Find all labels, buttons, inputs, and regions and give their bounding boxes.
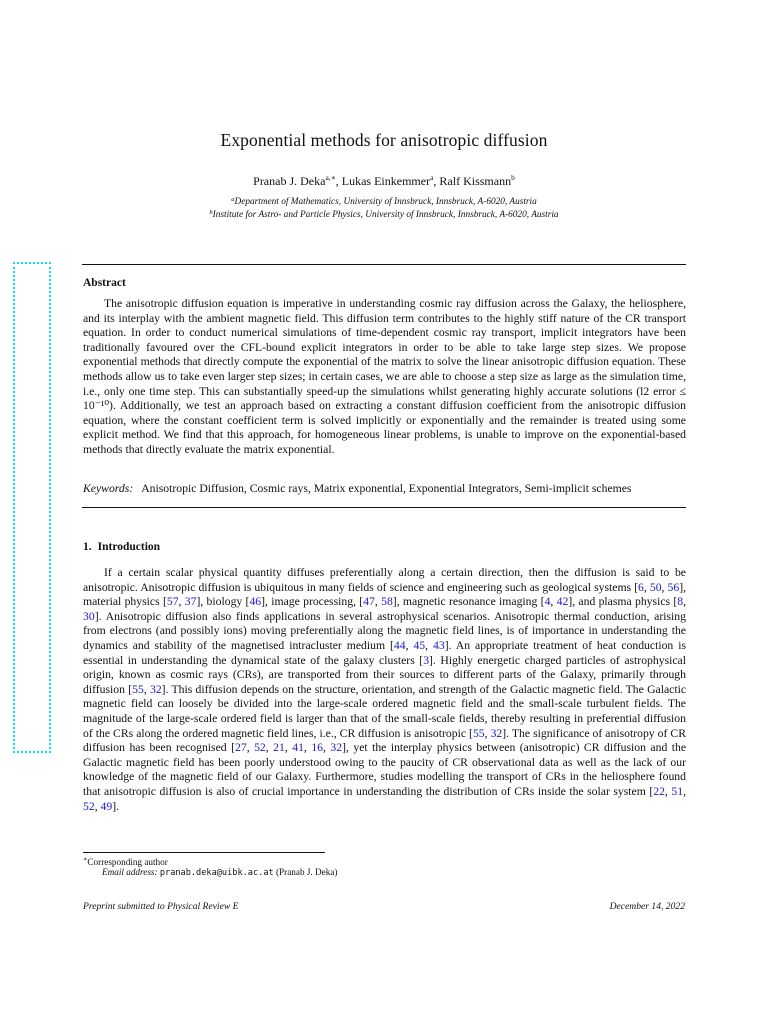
body-text: ], and plasma physics [ [568, 595, 678, 609]
citation-link[interactable]: 45 [413, 638, 426, 652]
citation-link[interactable]: 3 [423, 653, 430, 667]
body-text: , [484, 726, 491, 740]
footer-journal: Preprint submitted to Physical Review E [83, 901, 239, 912]
abstract-bottom-rule [82, 507, 686, 508]
body-text: ], material physics [ [83, 580, 687, 609]
body-text: , [683, 784, 687, 798]
author-name: Pranab J. Deka [253, 174, 326, 188]
body-text: ]. An appropriate treatment of heat conduction is essential in understanding the dynamical state of the galaxy clusters [ [83, 638, 687, 667]
body-text: , [550, 595, 557, 609]
citation-link[interactable]: 44 [393, 638, 406, 652]
selection-marker [13, 262, 51, 753]
citation-link[interactable]: 32 [149, 682, 162, 696]
citation-link[interactable]: 37 [184, 595, 197, 609]
section-number: 1. [83, 541, 92, 553]
citation-link[interactable]: 42 [556, 595, 569, 609]
body-text: ]. [112, 799, 120, 813]
citation-link[interactable]: 30 [83, 609, 95, 623]
body-text: ]. The significance of anisotropy of CR diffusion has been recognised [ [83, 726, 686, 755]
affiliation-text: Institute for Astro- and Particle Physics, University of Innsbruck, Innsbruck, A-6020, Austria [212, 210, 559, 220]
body-text: If a certain scalar physical quantity diffuses preferentially along a certain direction, then the diffusion is said to be anisotropic. Anisotropic diffusion is ubiquitous in many fields of science and engineering such as geological systems [ [83, 566, 686, 594]
citation-link[interactable]: 55 [472, 726, 485, 740]
citation-link[interactable]: 21 [273, 741, 285, 755]
citation-link[interactable]: 52 [83, 799, 95, 813]
citation-link[interactable]: 32 [330, 741, 343, 755]
body-text: ], biology [ [196, 595, 250, 609]
body-text: , [323, 741, 331, 755]
citation-link[interactable]: 58 [381, 595, 393, 609]
footnote-corresponding [83, 855, 168, 867]
citation-link[interactable]: 47 [363, 595, 375, 609]
author-separator: , [335, 174, 342, 188]
body-text: ], magnetic resonance imaging [ [392, 595, 545, 609]
body-text: , [643, 580, 650, 594]
affiliation-b [0, 209, 768, 220]
email-owner: (Pranab J. Deka) [275, 867, 338, 877]
citation-link[interactable]: 52 [254, 741, 266, 755]
body-text: , [664, 784, 672, 798]
affiliation-text: Department of Mathematics, University of Innsbruck, Innsbruck, A-6020, Austria [234, 197, 537, 207]
footnote-mark: ∗ [83, 856, 88, 863]
citation-link[interactable]: 43 [433, 638, 445, 652]
citation-link[interactable]: 4 [544, 595, 551, 609]
citation-link[interactable]: 8 [677, 595, 684, 609]
body-text: , [683, 595, 687, 609]
footnote-email [102, 867, 337, 878]
affiliation-mark: b [209, 209, 213, 216]
body-text: , [265, 741, 274, 755]
body-text: , [178, 595, 185, 609]
body-text: , [425, 638, 433, 652]
citation-link[interactable]: 32 [490, 726, 503, 740]
paper-title: Exponential methods for anisotropic diffusion [220, 130, 548, 150]
keywords [83, 482, 686, 497]
email-address[interactable]: pranab.deka@uibk.ac.at [159, 868, 274, 878]
author-affiliation-mark[interactable]: a,∗ [325, 173, 336, 182]
body-text: , [94, 799, 101, 813]
keywords-text: Anisotropic Diffusion, Cosmic rays, Matrix exponential, Exponential Integrators, Semi-implicit schemes [141, 482, 632, 495]
author-list [0, 173, 768, 189]
abstract-text: The anisotropic diffusion equation is imperative in understanding cosmic ray diffusion across the Galaxy, the heliosphere, and its interplay with the ambient magnetic field. This diffusion term contributes to the highly stiff nature of the CR transport equation. In order to conduct numerical simulations of time-dependent cosmic ray transport, implicit integrators have been traditionally favoured over the CFL-bound explicit integrators in order to be able to take large step sizes. We propose exponential methods that directly compute the exponential of the matrix to solve the linear anisotropic diffusion equation. These methods allow us to take even larger step sizes; in certain cases, we are able to choose a step size as large as the simulation time, i.e., only one time step. This can substantially speed-up the simulations whilst generating highly accurate solutions (l2 error ≤ 10⁻¹⁰). Additionally, we test an approach based on extracting a constant diffusion coefficient from the anisotropic diffusion equation, where the constant coefficient term is solved implicitly or exponentially and the remainder is treated using some explicit method. We find that this approach, for homogeneous linear problems, is unable to improve on the exponential-based methods that directly evaluate the matrix exponential. [83, 297, 686, 456]
citation-link[interactable]: 46 [249, 595, 262, 609]
body-text: , [284, 741, 293, 755]
body-text: ]. This diffusion depends on the structure, orientation, and strength of the Galactic magnetic field. The Galactic magnetic field can loosely be divided into the large-scale ordered magnetic field and the small-scale turbulent fields. The magnitude of the large-scale ordered field is larger than that of the small-scale fields, thereby resulting in preferential diffusion of the CRs along the ordered magnetic field lines, i.e., CR diffusion is anisotropic [ [83, 682, 687, 740]
intro-paragraph [83, 566, 686, 814]
abstract-top-rule [82, 264, 686, 265]
citation-link[interactable]: 56 [667, 580, 680, 594]
footnote-rule [83, 852, 325, 853]
citation-link[interactable]: 22 [653, 784, 665, 798]
author-name: Ralf Kissmann [439, 174, 512, 188]
affiliation-mark: a [231, 196, 235, 203]
section-title: Introduction [97, 541, 161, 553]
body-text: ]. Anisotropic diffusion also finds applications in several astrophysical scenarios. Anisotropic thermal conduction, arising from electrons (and possibly ions) moving preferentially along the magnetic field lines, is of importance in understanding the dynamics and stability of the magnetised intracluster medium [ [83, 609, 686, 652]
footer-date: December 14, 2022 [609, 901, 685, 912]
citation-link[interactable]: 27 [235, 741, 247, 755]
author-affiliation-mark[interactable]: b [511, 173, 515, 182]
citation-link[interactable]: 16 [311, 741, 323, 755]
body-text: ]. Highly energetic charged particles of astrophysical origin, known as cosmic rays (CRs), are transported from their sources to different parts of the Galaxy, primarily through diffusion [ [83, 653, 686, 696]
citation-link[interactable]: 50 [649, 580, 662, 594]
email-label: Email address: [102, 867, 158, 877]
citation-link[interactable]: 57 [166, 595, 179, 609]
citation-link[interactable]: 51 [671, 784, 684, 798]
footnote-corresponding-text: Corresponding author [87, 857, 168, 868]
body-text: , [374, 595, 382, 609]
affiliation-a [0, 196, 768, 207]
author-affiliation-mark[interactable]: a [430, 173, 434, 182]
body-text: , [303, 741, 312, 755]
body-text: ], image processing, [ [261, 595, 364, 609]
citation-link[interactable]: 6 [638, 580, 644, 594]
section-heading [83, 541, 160, 553]
author-separator: , [433, 174, 440, 188]
body-text: , [661, 580, 668, 594]
citation-link[interactable]: 55 [132, 682, 144, 696]
author-name: Lukas Einkemmer [341, 174, 431, 188]
keywords-label: Keywords: [83, 482, 134, 495]
body-text: ], yet the interplay physics between (anisotropic) CR diffusion and the Galactic magnetic field has been poorly understood owing to the paucity of CR observational data as well as the lack of our knowledge of the magnetic field of our Galaxy. Furthermore, studies modelling the transport of CRs in the heliosphere found that anisotropic diffusion is also of crucial importance in understanding the distribution of CRs inside the solar system [ [83, 741, 687, 798]
citation-link[interactable]: 49 [100, 799, 113, 813]
body-text: , [246, 741, 255, 755]
body-text: , [405, 638, 414, 652]
abstract-heading: Abstract [83, 277, 126, 289]
body-text: , [143, 682, 150, 696]
citation-link[interactable]: 41 [292, 741, 304, 755]
